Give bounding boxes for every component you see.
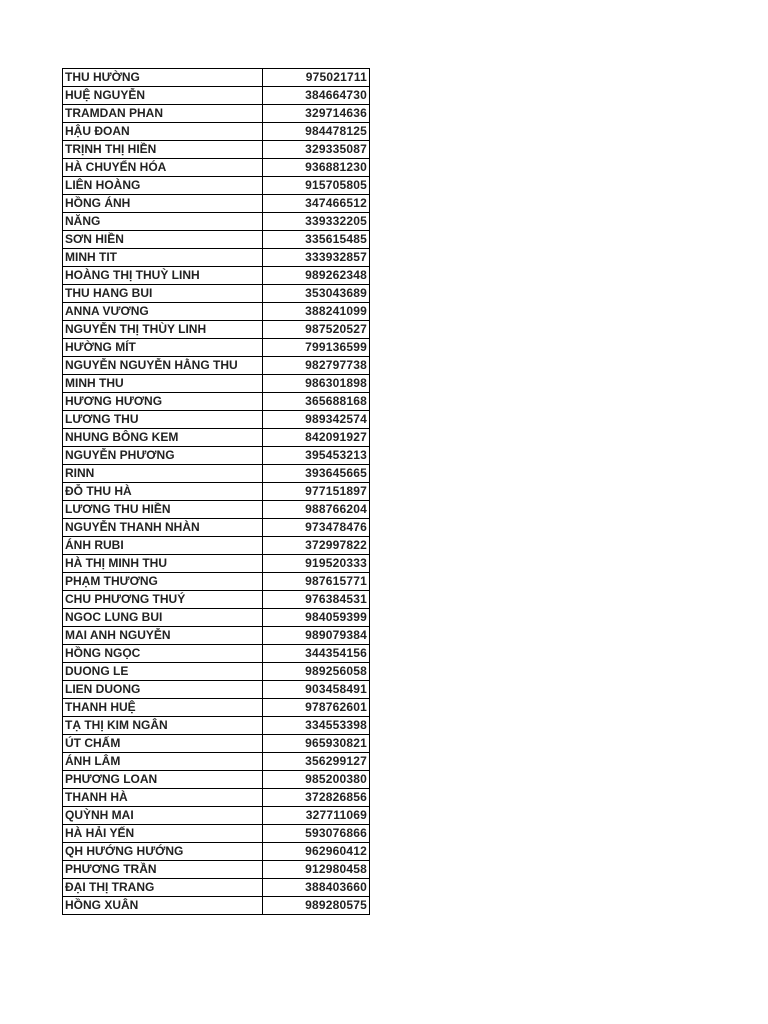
- contact-phone-cell[interactable]: 915705805: [263, 177, 370, 195]
- contact-name-cell[interactable]: TẠ THỊ KIM NGÂN: [63, 717, 263, 735]
- table-row: [63, 249, 370, 267]
- contact-name-cell[interactable]: HÀ THỊ MINH THU: [63, 555, 263, 573]
- contact-name-cell[interactable]: NGUYỄN THANH NHÀN: [63, 519, 263, 537]
- contact-name-cell[interactable]: PHƯƠNG TRẦN: [63, 861, 263, 879]
- contact-phone-cell[interactable]: 384664730: [263, 87, 370, 105]
- contact-phone-cell[interactable]: 989256058: [263, 663, 370, 681]
- contact-phone-cell[interactable]: 329335087: [263, 141, 370, 159]
- contact-name-cell[interactable]: QH HƯỚNG HƯỚNG: [63, 843, 263, 861]
- contact-name-cell[interactable]: THU HANG BUI: [63, 285, 263, 303]
- contact-phone-cell[interactable]: 393645665: [263, 465, 370, 483]
- table-row: [63, 627, 370, 645]
- table-row: [63, 429, 370, 447]
- table-row: [63, 573, 370, 591]
- table-row: [63, 375, 370, 393]
- contact-name-cell[interactable]: THANH HÀ: [63, 789, 263, 807]
- contact-name-cell[interactable]: HƯỜNG MÍT: [63, 339, 263, 357]
- table-row: [63, 411, 370, 429]
- contact-phone-cell[interactable]: 356299127: [263, 753, 370, 771]
- contact-phone-cell[interactable]: 353043689: [263, 285, 370, 303]
- table-row: [63, 717, 370, 735]
- contact-name-cell[interactable]: RINN: [63, 465, 263, 483]
- contact-phone-cell[interactable]: 973478476: [263, 519, 370, 537]
- contact-phone-cell[interactable]: 978762601: [263, 699, 370, 717]
- contact-name-cell[interactable]: HÀ HẢI YẾN: [63, 825, 263, 843]
- contact-phone-cell[interactable]: 989262348: [263, 267, 370, 285]
- contact-phone-cell[interactable]: 986301898: [263, 375, 370, 393]
- table-row: [63, 159, 370, 177]
- contact-phone-cell[interactable]: 903458491: [263, 681, 370, 699]
- contact-name-cell[interactable]: ĐẠI THỊ TRANG: [63, 879, 263, 897]
- table-row: [63, 789, 370, 807]
- contact-name-cell[interactable]: NHUNG BÔNG KEM: [63, 429, 263, 447]
- contact-phone-cell[interactable]: 347466512: [263, 195, 370, 213]
- contact-phone-cell[interactable]: 333932857: [263, 249, 370, 267]
- contact-phone-cell[interactable]: 989079384: [263, 627, 370, 645]
- table-row: [63, 897, 370, 915]
- table-row: [63, 303, 370, 321]
- contact-phone-cell[interactable]: 976384531: [263, 591, 370, 609]
- contact-phone-cell[interactable]: 982797738: [263, 357, 370, 375]
- contact-phone-cell[interactable]: 975021711: [263, 69, 370, 87]
- table-row: [63, 231, 370, 249]
- table-row: [63, 519, 370, 537]
- contact-name-cell[interactable]: LIÊN HOÀNG: [63, 177, 263, 195]
- contact-name-cell[interactable]: MINH TIT: [63, 249, 263, 267]
- contact-phone-cell[interactable]: 388241099: [263, 303, 370, 321]
- table-row: [63, 681, 370, 699]
- table-row: [63, 825, 370, 843]
- table-row: [63, 177, 370, 195]
- contact-phone-cell[interactable]: 334553398: [263, 717, 370, 735]
- table-row: [63, 267, 370, 285]
- contact-phone-cell[interactable]: 372826856: [263, 789, 370, 807]
- contact-phone-cell[interactable]: 912980458: [263, 861, 370, 879]
- table-row: [63, 321, 370, 339]
- table-row: [63, 609, 370, 627]
- table-row: [63, 393, 370, 411]
- contact-phone-cell[interactable]: 987520527: [263, 321, 370, 339]
- table-row: [63, 339, 370, 357]
- contact-name-cell[interactable]: LƯƠNG THU: [63, 411, 263, 429]
- table-row: [63, 843, 370, 861]
- table-row: [63, 591, 370, 609]
- contact-name-cell[interactable]: HUỆ NGUYỄN: [63, 87, 263, 105]
- contact-name-cell[interactable]: NGUYỄN NGUYỄN HẰNG THU: [63, 357, 263, 375]
- contact-phone-cell[interactable]: 365688168: [263, 393, 370, 411]
- table-row: [63, 735, 370, 753]
- table-row: [63, 123, 370, 141]
- contact-name-cell[interactable]: HƯƠNG HƯƠNG: [63, 393, 263, 411]
- contact-name-cell[interactable]: LƯƠNG THU HIỀN: [63, 501, 263, 519]
- contact-name-cell[interactable]: NGOC LUNG BUI: [63, 609, 263, 627]
- table-row: [63, 285, 370, 303]
- contact-name-cell[interactable]: HOÀNG THỊ THUỲ LINH: [63, 267, 263, 285]
- contact-table-body: [63, 69, 370, 915]
- contact-name-cell[interactable]: HỒNG NGỌC: [63, 645, 263, 663]
- contact-name-cell[interactable]: NGUYỄN PHƯƠNG: [63, 447, 263, 465]
- contact-phone-cell[interactable]: 962960412: [263, 843, 370, 861]
- contact-phone-cell[interactable]: 388403660: [263, 879, 370, 897]
- contact-phone-cell[interactable]: 985200380: [263, 771, 370, 789]
- contact-table: [62, 68, 370, 915]
- table-row: [63, 753, 370, 771]
- table-row: [63, 69, 370, 87]
- table-row: [63, 141, 370, 159]
- contact-name-cell[interactable]: SƠN HIỀN: [63, 231, 263, 249]
- contact-phone-cell[interactable]: 372997822: [263, 537, 370, 555]
- contact-phone-cell[interactable]: 965930821: [263, 735, 370, 753]
- table-row: [63, 699, 370, 717]
- table-row: [63, 447, 370, 465]
- contact-phone-cell[interactable]: 977151897: [263, 483, 370, 501]
- contact-name-cell[interactable]: HÀ CHUYỂN HÓA: [63, 159, 263, 177]
- table-row: [63, 861, 370, 879]
- contact-name-cell[interactable]: HẬU ĐOAN: [63, 123, 263, 141]
- table-row: [63, 105, 370, 123]
- table-row: [63, 807, 370, 825]
- contact-name-cell[interactable]: QUỲNH MAI: [63, 807, 263, 825]
- table-row: [63, 483, 370, 501]
- contact-name-cell[interactable]: ÁNH LÂM: [63, 753, 263, 771]
- contact-phone-cell[interactable]: 842091927: [263, 429, 370, 447]
- table-row: [63, 555, 370, 573]
- contact-phone-cell[interactable]: 339332205: [263, 213, 370, 231]
- contact-name-cell[interactable]: ÁNH RUBI: [63, 537, 263, 555]
- table-row: [63, 771, 370, 789]
- contact-phone-cell[interactable]: 919520333: [263, 555, 370, 573]
- contact-phone-cell[interactable]: 799136599: [263, 339, 370, 357]
- contact-name-cell[interactable]: PHẠM THƯƠNG: [63, 573, 263, 591]
- contact-name-cell[interactable]: TRAMDAN PHAN: [63, 105, 263, 123]
- contact-name-cell[interactable]: THANH HUỆ: [63, 699, 263, 717]
- table-row: [63, 663, 370, 681]
- contact-phone-cell[interactable]: 989280575: [263, 897, 370, 915]
- table-row: [63, 537, 370, 555]
- contact-name-cell[interactable]: DUONG LE: [63, 663, 263, 681]
- table-row: [63, 501, 370, 519]
- table-row: [63, 357, 370, 375]
- contact-phone-cell[interactable]: 988766204: [263, 501, 370, 519]
- contact-phone-cell[interactable]: 593076866: [263, 825, 370, 843]
- contact-name-cell[interactable]: NĂNG: [63, 213, 263, 231]
- table-row: [63, 195, 370, 213]
- contact-phone-cell[interactable]: 335615485: [263, 231, 370, 249]
- contact-name-cell[interactable]: LIEN DUONG: [63, 681, 263, 699]
- table-row: [63, 645, 370, 663]
- contact-name-cell[interactable]: THU HƯỜNG: [63, 69, 263, 87]
- contact-name-cell[interactable]: MAI ANH NGUYỄN: [63, 627, 263, 645]
- contact-phone-cell[interactable]: 989342574: [263, 411, 370, 429]
- table-row: [63, 213, 370, 231]
- table-row: [63, 87, 370, 105]
- contact-phone-cell[interactable]: 984059399: [263, 609, 370, 627]
- contact-phone-cell[interactable]: 936881230: [263, 159, 370, 177]
- contact-name-cell[interactable]: TRỊNH THỊ HIỀN: [63, 141, 263, 159]
- contact-name-cell[interactable]: NGUYỄN THỊ THÙY LINH: [63, 321, 263, 339]
- contact-name-cell[interactable]: PHƯƠNG LOAN: [63, 771, 263, 789]
- contact-phone-cell[interactable]: 327711069: [263, 807, 370, 825]
- contact-phone-cell[interactable]: 344354156: [263, 645, 370, 663]
- contact-name-cell[interactable]: HỒNG XUÂN: [63, 897, 263, 915]
- contact-name-cell[interactable]: ĐỖ THU HÀ: [63, 483, 263, 501]
- contact-name-cell[interactable]: HỒNG ÁNH: [63, 195, 263, 213]
- contact-phone-cell[interactable]: 395453213: [263, 447, 370, 465]
- contact-name-cell[interactable]: CHU PHƯƠNG THUÝ: [63, 591, 263, 609]
- table-row: [63, 879, 370, 897]
- contact-phone-cell[interactable]: 329714636: [263, 105, 370, 123]
- contact-name-cell[interactable]: ÚT CHẤM: [63, 735, 263, 753]
- contact-name-cell[interactable]: ANNA VƯƠNG: [63, 303, 263, 321]
- contact-name-cell[interactable]: MINH THU: [63, 375, 263, 393]
- table-row: [63, 465, 370, 483]
- contact-phone-cell[interactable]: 984478125: [263, 123, 370, 141]
- contact-phone-cell[interactable]: 987615771: [263, 573, 370, 591]
